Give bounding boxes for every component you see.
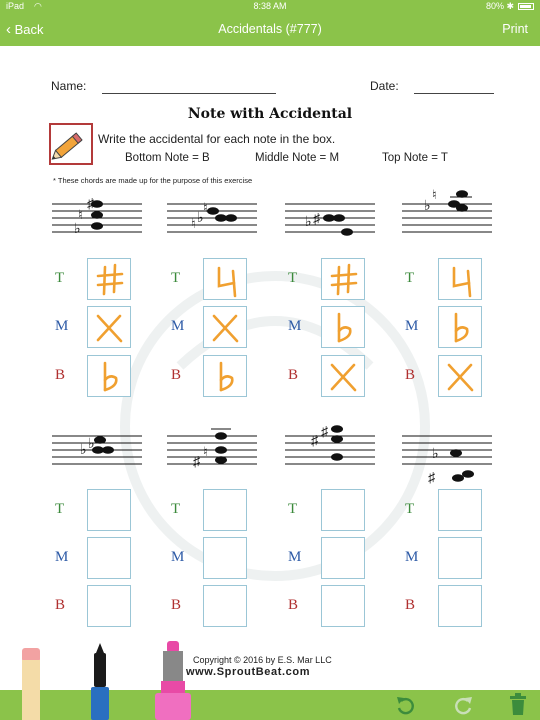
device-label: iPad [6,1,25,11]
row-label-middle: M [405,549,419,565]
svg-text:♭: ♭ [197,209,204,225]
staff-chord-6 [167,420,257,476]
svg-text:♮: ♮ [78,207,83,222]
chord2-answer-box-2-top[interactable] [203,489,247,531]
legend-bottom: Bottom Note = B [125,152,210,164]
staff-chord-5 [52,420,142,476]
row-label-middle: M [405,318,419,334]
handwritten-natural-x-mark [204,307,248,349]
chord2-answer-box-4-top[interactable] [438,489,482,531]
battery-icon [518,3,534,10]
handwritten-natural-mark [204,259,248,301]
chord1-answer-box-4-middle[interactable] [438,306,482,348]
bluetooth-icon: ✱ [506,1,514,11]
chord2-answer-box-3-bottom[interactable] [321,585,365,627]
chord1-answer-box-2-top[interactable] [203,258,247,300]
row-label-top: T [171,270,181,286]
svg-text:♯: ♯ [87,195,94,211]
row-label-top: T [288,270,298,286]
chord2-answer-box-4-bottom[interactable] [438,585,482,627]
svg-text:♯: ♯ [313,210,320,226]
row-label-bottom: B [55,367,66,383]
svg-text:♭: ♭ [88,435,95,451]
staff-chord-3 [285,190,375,246]
footnote: * These chords are made up for the purpose of this exercise [53,176,253,185]
svg-text:♮: ♮ [191,216,196,231]
handwritten-sharp-mark [88,259,132,301]
trash-icon[interactable] [508,693,528,717]
row-label-bottom: B [405,367,416,383]
svg-text:♭: ♭ [432,445,439,461]
row-label-top: T [288,501,298,517]
svg-text:♯: ♯ [193,453,200,469]
chord1-answer-box-2-middle[interactable] [203,306,247,348]
date-field[interactable] [414,93,494,94]
staff-chord-8 [402,420,492,486]
row-label-bottom: B [288,367,299,383]
print-button[interactable]: Print [502,22,528,36]
row-label-middle: M [171,318,185,334]
chord1-answer-box-2-bottom[interactable] [203,355,247,397]
chord1-answer-box-1-top[interactable] [87,258,131,300]
chord1-answer-box-4-bottom[interactable] [438,355,482,397]
chord2-answer-box-3-middle[interactable] [321,537,365,579]
svg-text:♯: ♯ [311,432,318,448]
legend-top: Top Note = T [382,152,448,164]
chord2-answer-box-4-middle[interactable] [438,537,482,579]
handwritten-sharp-mark [322,259,366,301]
eraser-tool[interactable] [20,648,42,720]
svg-text:♭: ♭ [424,197,431,213]
chevron-left-icon: ‹ [6,21,11,38]
row-label-middle: M [55,549,69,565]
handwritten-flat-mark [204,356,248,398]
date-label: Date: [370,79,399,93]
svg-text:♭: ♭ [305,213,312,229]
highlighter-tool[interactable] [155,641,191,720]
chord2-answer-box-1-middle[interactable] [87,537,131,579]
status-time: 8:38 AM [253,1,287,11]
handwritten-flat-mark [439,307,483,349]
row-label-bottom: B [171,597,182,613]
row-label-bottom: B [55,597,66,613]
svg-text:♭: ♭ [74,220,81,236]
row-label-middle: M [171,549,185,565]
row-label-bottom: B [171,367,182,383]
svg-text:♮: ♮ [203,444,208,459]
page-title: Accidentals (#777) [218,22,322,36]
worksheet-title: Note with Accidental [187,106,353,122]
battery-percent: 80% [485,1,504,11]
status-bar [0,0,540,14]
redo-icon[interactable] [452,694,474,716]
chord2-answer-box-3-top[interactable] [321,489,365,531]
chord2-answer-box-2-middle[interactable] [203,537,247,579]
handwritten-natural-mark [439,259,483,301]
handwritten-natural-x-mark [439,356,483,398]
chord1-answer-box-1-middle[interactable] [87,306,131,348]
name-label: Name: [51,79,87,93]
nav-bar [0,14,540,46]
row-label-middle: M [288,549,302,565]
svg-text:♮: ♮ [203,200,208,215]
chord2-answer-box-1-top[interactable] [87,489,131,531]
pencil-icon [49,123,93,165]
staff-chord-4 [402,182,492,246]
chord1-answer-box-4-top[interactable] [438,258,482,300]
brand-url: www.SproutBeat.com [186,666,311,678]
row-label-top: T [171,501,181,517]
chord1-answer-box-3-middle[interactable] [321,306,365,348]
svg-text:♯: ♯ [321,423,328,439]
row-label-top: T [405,501,415,517]
chord1-answer-box-3-bottom[interactable] [321,355,365,397]
svg-text:♯: ♯ [428,469,435,485]
handwritten-natural-x-mark [88,307,132,349]
chord1-answer-box-1-bottom[interactable] [87,355,131,397]
name-field[interactable] [102,93,276,94]
handwritten-natural-x-mark [322,356,366,398]
row-label-top: T [55,501,65,517]
row-label-top: T [405,270,415,286]
chord2-answer-box-1-bottom[interactable] [87,585,131,627]
handwritten-flat-mark [88,356,132,398]
svg-text:♭: ♭ [80,441,87,457]
row-label-bottom: B [288,597,299,613]
legend-middle: Middle Note = M [255,152,340,164]
svg-text:♮: ♮ [432,187,437,202]
wifi-icon: ◠ [34,1,42,11]
handwritten-flat-mark [322,307,366,349]
row-label-top: T [55,270,65,286]
chord1-answer-box-3-top[interactable] [321,258,365,300]
staff-chord-2 [167,190,257,246]
row-label-middle: M [55,318,69,334]
staff-chord-1 [52,190,142,246]
copyright-text: Copyright © 2016 by E.S. Mar LLC [193,655,332,665]
row-label-bottom: B [405,597,416,613]
staff-chord-7 [285,420,375,476]
instruction-text: Write the accidental for each note in the box. [98,132,336,146]
undo-icon[interactable] [395,694,417,716]
marker-tool[interactable] [88,643,112,720]
row-label-middle: M [288,318,302,334]
chord2-answer-box-2-bottom[interactable] [203,585,247,627]
back-label: Back [14,22,44,37]
